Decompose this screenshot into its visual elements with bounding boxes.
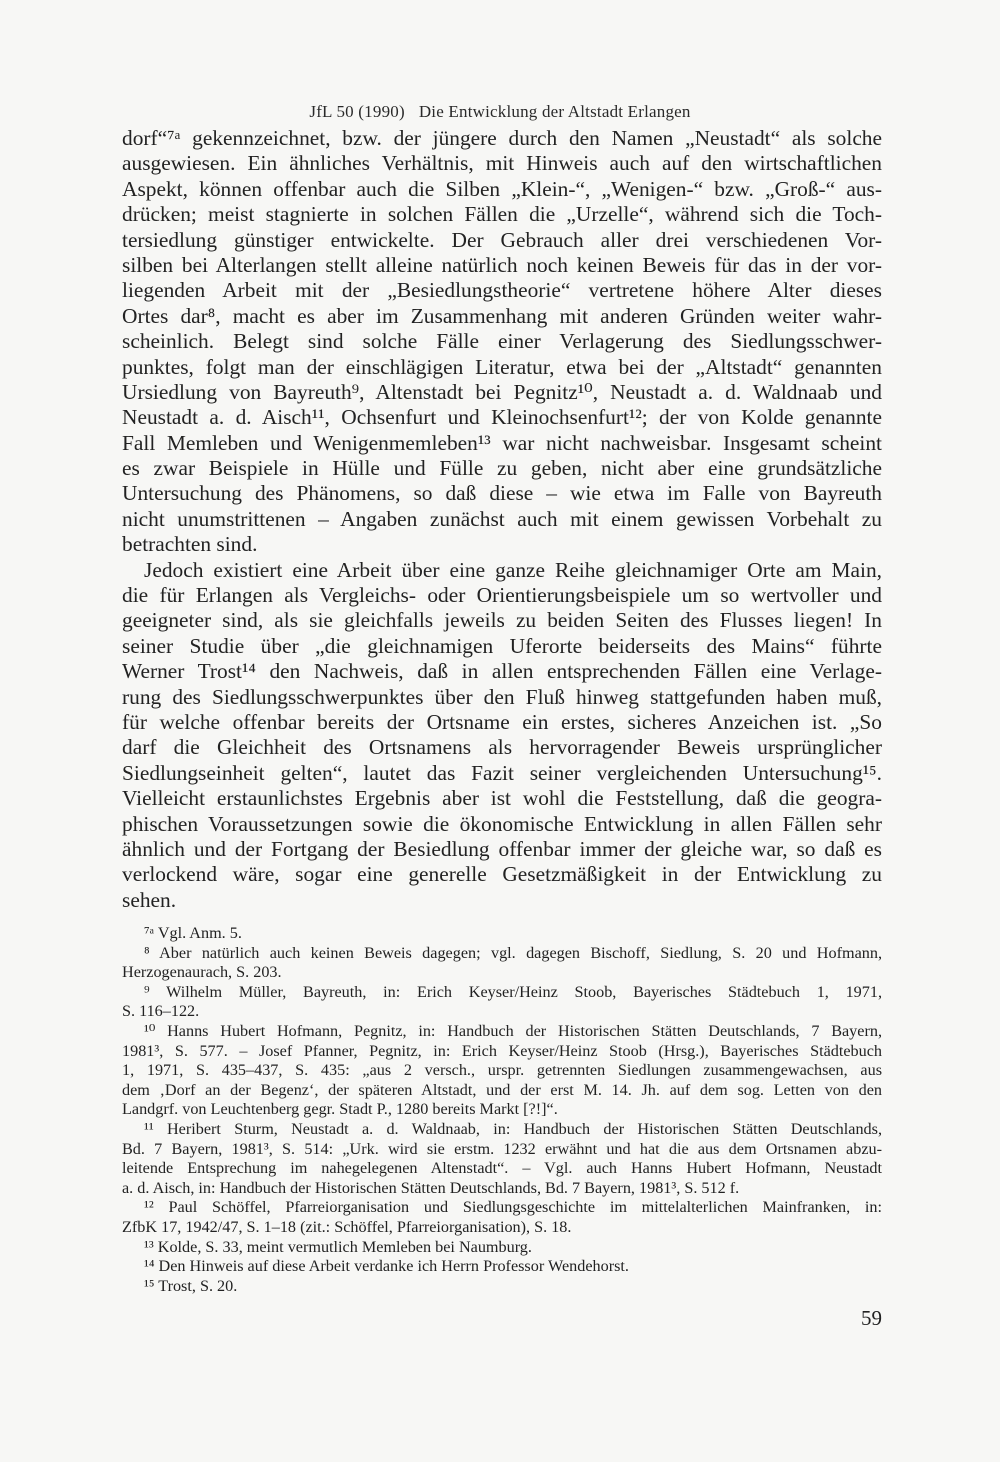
body-line: ähnlich und der Fortgang der Besiedlung offenbar immer der gleiche war, so daß es bbox=[122, 836, 882, 861]
footnote-line: S. 116–122. bbox=[122, 1002, 200, 1021]
footnote-line: ¹⁴ Den Hinweis auf diese Arbeit verdanke ich Herrn Professor Wendehorst. bbox=[144, 1257, 629, 1276]
footnote-line: ⁸ Aber natürlich auch keinen Beweis dagegen; vgl. dagegen Bischoff, Siedlung, S. 20 und Hofmann, bbox=[144, 943, 882, 962]
footnote-line: 1, 1971, S. 435–437, S. 435: „aus 2 versch., urspr. getrennten Siedlungen zusammengewachsen, aus bbox=[122, 1061, 882, 1080]
body-line: liegenden Arbeit mit der „Besiedlungstheorie“ vertretene höhere Alter dieses bbox=[122, 278, 882, 303]
body-line: verlockend wäre, sogar eine generelle Gesetzmäßigkeit in der Entwicklung zu bbox=[122, 862, 882, 887]
body-line: Vielleicht erstaunlichstes Ergebnis aber ist wohl die Feststellung, daß die geogra- bbox=[122, 786, 882, 811]
footnote bbox=[122, 1238, 882, 1258]
body-line: sehen. bbox=[122, 887, 177, 912]
body-line: seiner Studie über „die gleichnamigen Uferorte beiderseits des Mains“ führte bbox=[122, 633, 882, 658]
header-journal-ref: JfL 50 (1990) bbox=[309, 102, 405, 121]
body-line: phischen Voraussetzungen sowie die ökonomische Entwicklung in allen Fällen sehr bbox=[122, 811, 882, 836]
footnote bbox=[122, 1257, 882, 1277]
page-number: 59 bbox=[861, 1306, 882, 1330]
footnote bbox=[122, 1022, 882, 1120]
body-line: für welche offenbar bereits der Ortsname ein erstes, sicheres Anzeichen ist. „So bbox=[122, 709, 882, 734]
body-line: Aspekt, können offenbar auch die Silben „Klein-“, „Wenigen-“ bzw. „Groß-“ aus- bbox=[122, 176, 882, 201]
body-line: tersiedlung günstiger entwickelte. Der Gebrauch aller drei verschiedenen Vor- bbox=[122, 227, 882, 252]
body-line: nicht unumstrittenen – Angaben zunächst auch mit einem gewissen Vorbehalt zu bbox=[122, 506, 882, 531]
body-line: betrachten sind. bbox=[122, 532, 258, 557]
footnote-line: dem ‚Dorf an der Begenz‘, der späteren Altstadt, und der erst M. 14. Jh. auf dem sog. Letten von den bbox=[122, 1080, 882, 1099]
body-line: ausgewiesen. Ein ähnliches Verhältnis, mit Hinweis auch auf den wirtschaftlichen bbox=[122, 151, 882, 176]
footnote-line: ¹⁵ Trost, S. 20. bbox=[144, 1276, 238, 1295]
body-line: Ortes dar⁸, macht es aber im Zusammenhang mit anderen Gründen weiter wahr- bbox=[122, 303, 882, 328]
footnote-line: Bd. 7 Bayern, 1981³, S. 514: „Urk. wird sie erstm. 1232 erwähnt und hat die aus dem Ortsnamen abzu- bbox=[122, 1139, 882, 1158]
footnote-line: Herzogenaurach, S. 203. bbox=[122, 963, 282, 982]
footnote-line: a. d. Aisch, in: Handbuch der Historischen Stätten Deutschlands, Bd. 7 Bayern, 1981³, S. 512 f. bbox=[122, 1178, 740, 1197]
body-line: Neustadt a. d. Aisch¹¹, Ochsenfurt und Kleinochsenfurt¹²; der von Kolde genannte bbox=[122, 405, 882, 430]
body-line: Untersuchung des Phänomens, so daß diese – wie etwa im Falle von Bayreuth bbox=[122, 481, 882, 506]
running-header bbox=[0, 102, 1000, 122]
body-line: silben bei Alterlangen stellt alleine natürlich noch keinen Beweis für das in der vor- bbox=[122, 252, 882, 277]
body-line: die für Erlangen als Vergleichs- oder Orientierungsbeispiele um so wertvoller und bbox=[122, 583, 882, 608]
footnote-line: ¹¹ Heribert Sturm, Neustadt a. d. Waldnaab, in: Handbuch der Historischen Stätten Deutschlands, bbox=[144, 1119, 882, 1138]
body-line: geeigneter sind, als sie gleichfalls jeweils zu beiden Seiten des Flusses liegen! In bbox=[122, 608, 882, 633]
footnote bbox=[122, 1198, 882, 1237]
body-line: Jedoch existiert eine Arbeit über eine ganze Reihe gleichnamiger Orte am Main, bbox=[144, 557, 882, 582]
footnote bbox=[122, 944, 882, 983]
body-line: dorf“⁷ᵃ gekennzeichnet, bzw. der jüngere durch den Namen „Neustadt“ als solche bbox=[122, 126, 882, 150]
body-line: punktes, folgt man der einschlägigen Literatur, etwa bei der „Altstadt“ genannten bbox=[122, 354, 882, 379]
body-line: Fall Memleben und Wenigenmemleben¹³ war nicht nachweisbar. Insgesamt scheint bbox=[122, 430, 882, 455]
body-line: drücken; meist stagnierte in solchen Fällen die „Urzelle“, während sich die Toch- bbox=[122, 202, 882, 227]
footnote-line: Landgrf. von Leuchtenberg gegr. Stadt P., 1280 bereits Markt [?!]“. bbox=[122, 1100, 558, 1119]
footnote-line: ¹⁰ Hanns Hubert Hofmann, Pegnitz, in: Handbuch der Historischen Stätten Deutschlands, 7 Bayern, bbox=[144, 1021, 882, 1040]
footnote bbox=[122, 924, 882, 944]
footnote-line: ZfbK 17, 1942/47, S. 1–18 (zit.: Schöffel, Pfarreiorganisation), S. 18. bbox=[122, 1217, 572, 1236]
body-line: darf die Gleichheit des Ortsnamens als hervorragender Beweis ursprünglicher bbox=[122, 735, 882, 760]
footnote bbox=[122, 1120, 882, 1198]
footnote-line: ⁷ᵃ Vgl. Anm. 5. bbox=[144, 924, 242, 942]
footnotes bbox=[122, 924, 882, 1296]
body-line: scheinlich. Belegt sind solche Fälle einer Verlagerung des Siedlungsschwer- bbox=[122, 329, 882, 354]
footnote bbox=[122, 983, 882, 1022]
footnote-line: 1981³, S. 577. – Josef Pfanner, Pegnitz, in: Erich Keyser/Heinz Stoob (Hrsg.), Bayerisches Städtebuch bbox=[122, 1041, 882, 1060]
footnote-line: ⁹ Wilhelm Müller, Bayreuth, in: Erich Keyser/Heinz Stoob, Bayerisches Städtebuch 1, 1971, bbox=[144, 982, 882, 1001]
body-line: Ursiedlung von Bayreuth⁹, Altenstadt bei Pegnitz¹⁰, Neustadt a. d. Waldnaab und bbox=[122, 379, 882, 404]
footnote-line: ¹³ Kolde, S. 33, meint vermutlich Memleben bei Naumburg. bbox=[144, 1237, 532, 1256]
header-article-title: Die Entwicklung der Altstadt Erlangen bbox=[418, 102, 691, 121]
body-text bbox=[122, 126, 882, 913]
body-line: Werner Trost¹⁴ den Nachweis, daß in allen entsprechenden Fällen eine Verlage- bbox=[122, 659, 882, 684]
body-line: rung des Siedlungsschwerpunktes über den Fluß hinweg stattgefunden haben muß, bbox=[122, 684, 882, 709]
footnote bbox=[122, 1277, 882, 1297]
body-line: es zwar Beispiele in Hülle und Fülle zu geben, nicht aber eine grundsätzliche bbox=[122, 456, 882, 481]
footnote-line: ¹² Paul Schöffel, Pfarreiorganisation und Siedlungsgeschichte im mittelalterlichen Mainfranken, in: bbox=[144, 1198, 882, 1217]
footnote-line: leitende Entsprechung im nahegelegenen Altenstadt“. – Vgl. auch Hanns Hubert Hofmann, Neustadt bbox=[122, 1159, 882, 1178]
body-line: Siedlungseinheit gelten“, lautet das Fazit seiner vergleichenden Untersuchung¹⁵. bbox=[122, 760, 882, 785]
